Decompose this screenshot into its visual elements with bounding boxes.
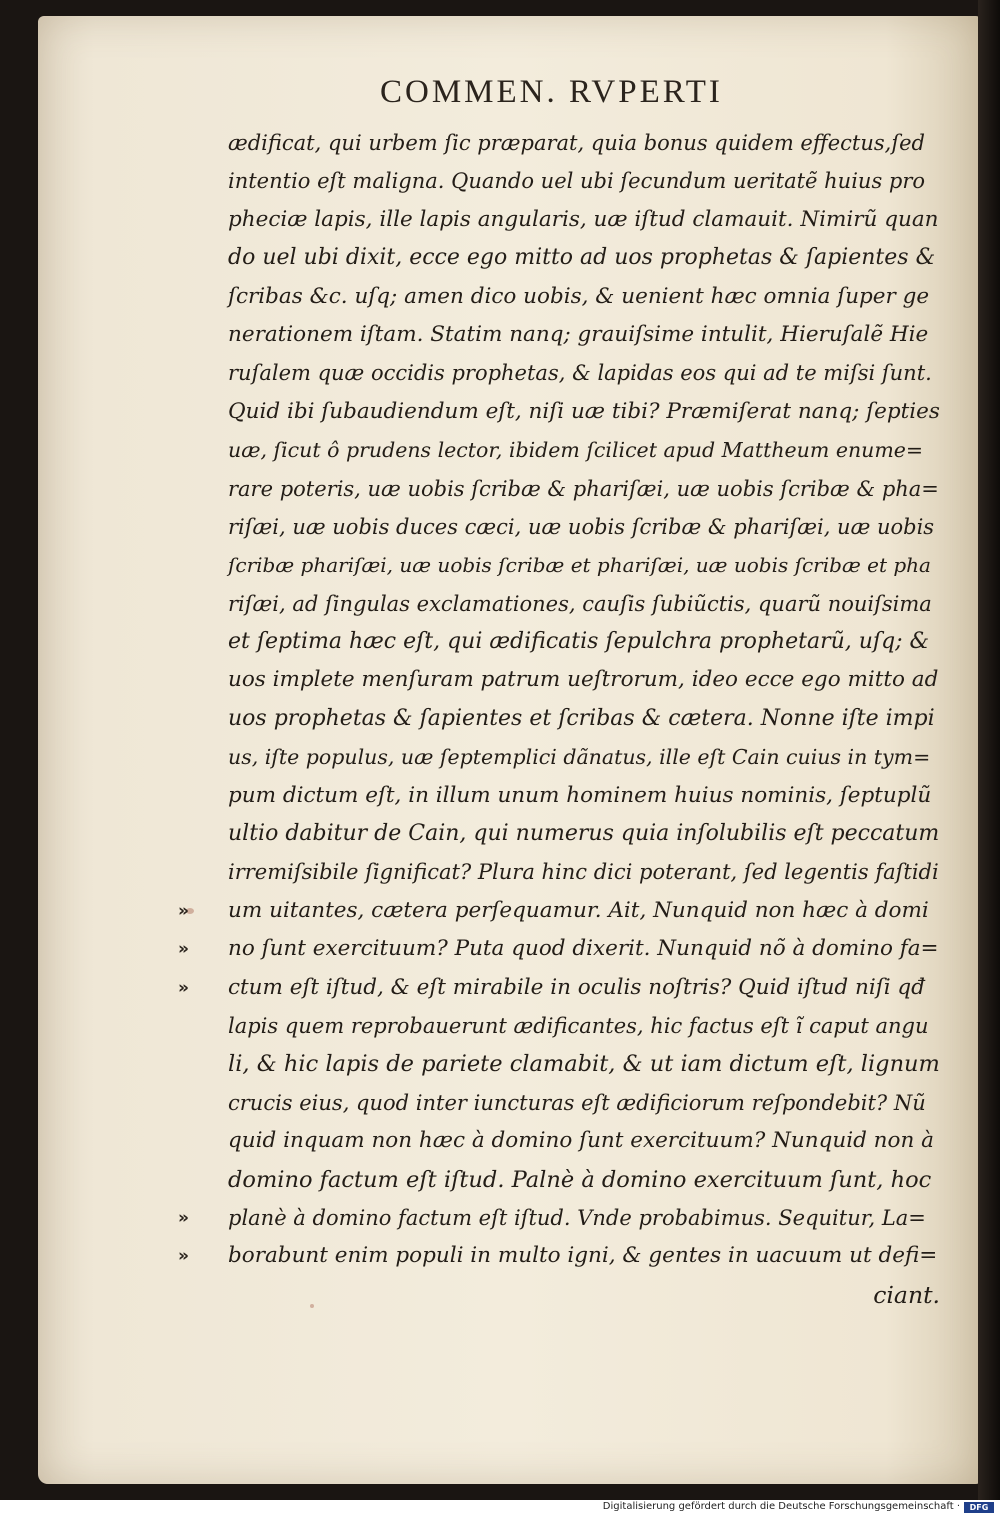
text-line <box>228 815 948 853</box>
running-head: COMMEN. RVPERTI <box>380 74 723 110</box>
text-line <box>228 393 948 431</box>
text-line-content: uos prophetas & ſapientes et ſcribas & cætera. Nonne iſte impi <box>228 705 935 731</box>
quotation-marker: » <box>178 939 189 960</box>
text-line-content: lapis quem reprobauerunt ædificantes, hic factus eſt ĩ caput angu <box>228 1013 929 1038</box>
text-line-content: planè à domino factum eſt iſtud. Vnde probabimus. Sequitur, La= <box>228 1205 926 1230</box>
text-line-content: ſcribæ phariſæi, uæ uobis ſcribæ et phariſæi, uæ uobis ſcribæ et pha <box>228 553 931 578</box>
text-line-content: ciant. <box>873 1280 940 1309</box>
text-line <box>228 1276 948 1314</box>
text-line-content: crucis eius, quod inter iuncturas eſt ædificiorum reſpondebit? Nũ <box>228 1090 926 1115</box>
text-line <box>228 1007 948 1045</box>
quotation-marker: » <box>178 900 189 921</box>
text-line-content: riſæi, ad ſingulas exclamationes, cauſis ſubiũctis, quarũ nouiſsima <box>228 591 932 616</box>
text-line-content: do uel ubi dixit, ecce ego mitto ad uos prophetas & ſapientes & <box>228 245 936 271</box>
text-line <box>228 623 948 661</box>
text-line <box>228 431 948 469</box>
main-text-block <box>178 124 948 1314</box>
text-line-content: li, & hic lapis de pariete clamabit, & ut iam dictum eſt, lignum <box>228 1051 940 1078</box>
text-line <box>228 239 948 277</box>
text-line-content: quid inquam non hæc à domino ſunt exercituum? Nunquid non à <box>228 1128 934 1154</box>
text-line-content: us, iſte populus, uæ ſeptemplici dãnatus, ille eſt Cain cuius in tym= <box>228 745 931 770</box>
text-line-content: uæ, ſicut ô prudens lector, ibidem ſcilicet apud Mattheum enume= <box>228 438 924 463</box>
quotation-marker: » <box>178 1246 189 1267</box>
text-line <box>228 1084 948 1122</box>
quotation-marker: » <box>178 977 189 998</box>
funding-credit: Digitalisierung gefördert durch die Deutsche Forschungsgemeinschaft · <box>602 1501 960 1512</box>
text-line-content: ſcribas &c. uſq; amen dico uobis, & uenient hæc omnia ſuper ge <box>228 283 930 309</box>
text-line-content: borabunt enim populi in multo igni, & gentes in uacuum ut defi= <box>228 1243 938 1269</box>
text-line-content: domino factum eſt iſtud. Palnè à domino exercituum ſunt, hoc <box>228 1166 932 1193</box>
text-line <box>228 1045 948 1083</box>
text-line-content: ruſalem quæ occidis prophetas, & lapidas eos qui ad te miſsi ſunt. <box>228 361 932 386</box>
text-line <box>228 1122 948 1160</box>
text-line-content: rare poteris, uæ uobis ſcribæ & phariſæi, uæ uobis ſcribæ & pha= <box>228 476 939 501</box>
text-line <box>228 700 948 738</box>
text-line-content: Quid ibi ſubaudiendum eſt, niſi uæ tibi? Præmiſerat nanq; ſepties <box>228 398 940 424</box>
text-line-content: nerationem iſtam. Statim nanq; grauiſsime intulit, Hieruſalẽ Hie <box>228 321 929 347</box>
text-line <box>178 1199 948 1237</box>
text-line <box>178 892 948 930</box>
text-line <box>228 508 948 546</box>
quotation-marker: » <box>178 1207 189 1228</box>
text-line-content: ultio dabitur de Cain, qui numerus quia inſolubilis eſt peccatum <box>228 821 940 847</box>
text-line <box>228 777 948 815</box>
text-line <box>228 546 948 584</box>
text-line-content: irremiſsibile ſignificat? Plura hinc dici poterant, ſed legentis faſtidi <box>228 860 939 885</box>
text-line <box>228 162 948 200</box>
text-line-content: riſæi, uæ uobis duces cæci, uæ uobis ſcribæ & phariſæi, uæ uobis <box>228 514 935 539</box>
text-line <box>228 853 948 891</box>
text-line <box>228 738 948 776</box>
footer-bar <box>0 1500 1000 1516</box>
text-line <box>228 124 948 162</box>
text-line <box>228 316 948 354</box>
text-line <box>178 1237 948 1275</box>
text-line-content: um uitantes, cætera perſequamur. Ait, Nunquid non hæc à domi <box>228 897 929 923</box>
text-line <box>228 201 948 239</box>
text-line <box>228 278 948 316</box>
text-line-content: et ſeptima hæc eſt, qui ædificatis ſepulchra prophetarũ, uſq; & <box>228 629 930 655</box>
text-line-content: ctum eſt iſtud, & eſt mirabile in oculis noſtris? Quid iſtud niſi qđ <box>228 974 925 1000</box>
page-edge-shadow <box>978 0 1000 1500</box>
text-line-content: uos implete menſuram patrum ueſtrorum, ideo ecce ego mitto ad <box>228 667 939 693</box>
text-line <box>228 661 948 699</box>
text-line <box>228 470 948 508</box>
text-line <box>178 969 948 1007</box>
text-line-content: no ſunt exercituum? Puta quod dixerit. Nunquid nõ à domino fa= <box>228 936 939 962</box>
text-line <box>178 930 948 968</box>
text-line-content: pum dictum eſt, in illum unum hominem huius nominis, ſeptuplũ <box>228 782 932 808</box>
text-line-content: intentio eſt maligna. Quando uel ubi ſecundum ueritatẽ huius pro <box>228 169 926 194</box>
text-line-content: pheciæ lapis, ille lapis angularis, uæ iſtud clamauit. Nimirũ quan <box>228 206 939 232</box>
text-line <box>228 354 948 392</box>
text-line <box>228 1161 948 1199</box>
text-line <box>228 585 948 623</box>
dfg-logo-icon: DFG <box>964 1502 994 1513</box>
text-line-content: ædificat, qui urbem ſic præparat, quia bonus quidem effectus,ſed <box>228 131 925 155</box>
